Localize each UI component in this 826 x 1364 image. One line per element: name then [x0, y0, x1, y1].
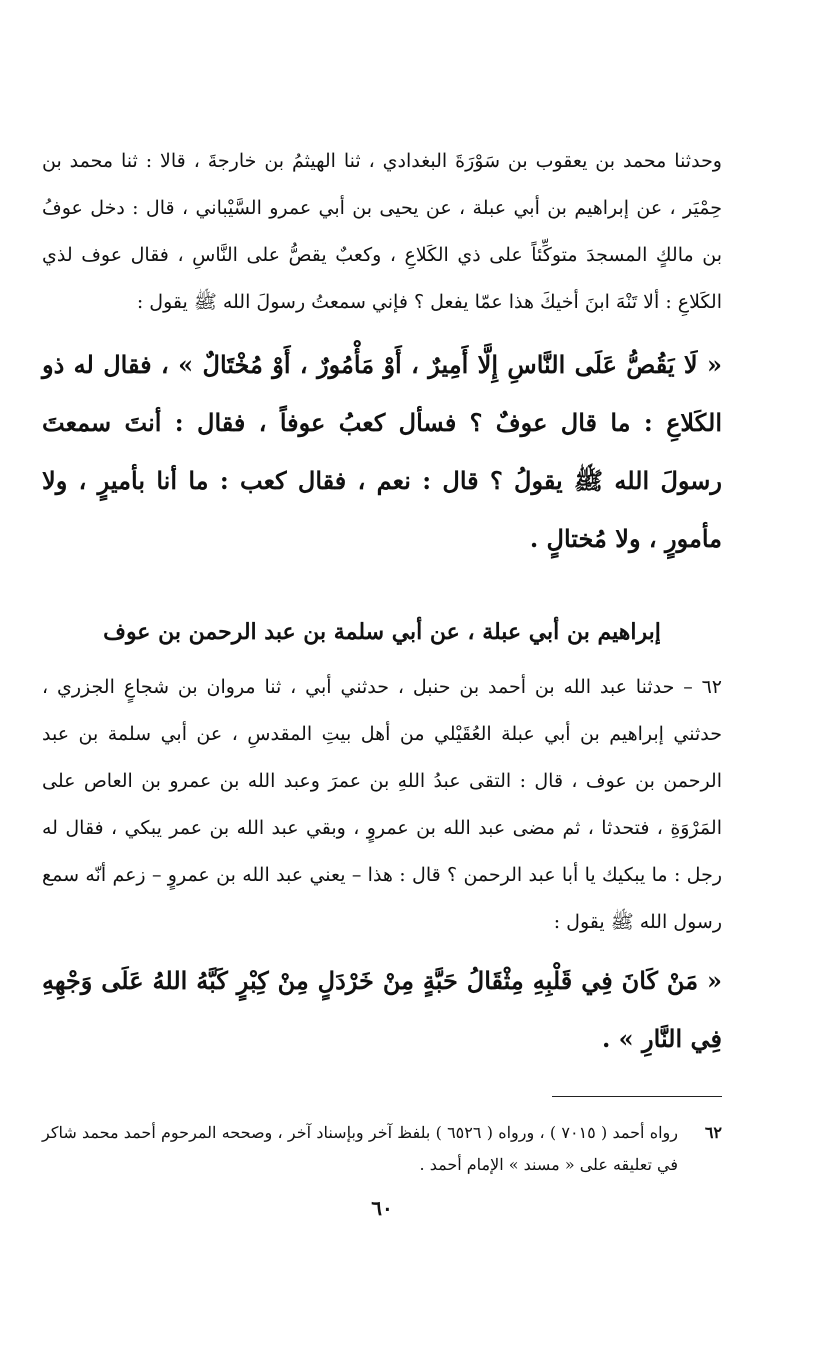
- hadith-text-2: « مَنْ كَانَ فِي قَلْبِهِ مِثْقَالُ حَبَّةٍ مِنْ خَرْدَلٍ مِنْ كِبْرٍ كَبَّهُ اللهُ عَلَى وَجْهِهِ فِي النَّارِ » .: [42, 966, 722, 1053]
- hadith-text-1: « لَا يَقُصُّ عَلَى النَّاسِ إِلَّا أَمِيرٌ ، أَوْ مَأْمُورٌ ، أَوْ مُخْتَالٌ » ، فقال له ذو الكَلاعِ : ما قال عوفٌ ؟ فسأل كعبُ عوفاً ، فقال : أنتَ سمعتَ رسولَ الله ﷺ يقولُ ؟ قال : نعم ، فقال كعب : ما أنا بأميرٍ ، ولا مأمورٍ ، ولا مُختالٍ .: [42, 350, 722, 553]
- narration-paragraph-1: وحدثنا محمد بن يعقوب بن سَوْرَةَ البغدادي ، ثنا الهيثمُ بن خارجةَ ، قالا : ثنا محمد بن حِمْيَر ، عن إبراهيم بن أبي عبلة ، عن يحيى بن أبي عمرو السَّيْباني ، قال : دخل عوفُ بن مالكٍ المسجدَ متوكِّئاً على ذي الكَلاعِ ، وكعبٌ يقصُّ على النَّاسِ ، فقال عوف لذي الكَلاعِ : ألا تَنْهَ ابنَ أخيكَ هذا عمّا يفعل ؟ فإني سمعتُ رسولَ الله ﷺ يقول :: [42, 150, 722, 313]
- footnote-number: ٦٢: [704, 1123, 722, 1142]
- section-heading: إبراهيم بن أبي عبلة ، عن أبي سلمة بن عبد الرحمن بن عوف: [103, 619, 661, 645]
- page-number: ٦٠: [371, 1196, 393, 1220]
- footnote: [42, 1117, 722, 1181]
- narration-paragraph-2: ٦٢ – حدثنا عبد الله بن أحمد بن حنبل ، حدثني أبي ، ثنا مروان بن شجاعٍ الجزري ، حدثني إبراهيم بن أبي عبلة العُقَيْلي من أهل بيتِ المقدسِ ، عن أبي سلمة بن عبد الرحمن بن عوف ، قال : التقى عبدُ اللهِ بن عمرَ وعبد الله بن عمرو بن العاص على المَرْوَةِ ، فتحدثا ، ثم مضى عبد الله بن عمروٍ ، وبقي عبد الله بن عمر يبكي ، فقال له رجل : ما يبكيك يا أبا عبد الرحمن ؟ قال : هذا – يعني عبد الله بن عمروٍ – زعم أنّه سمع رسول الله ﷺ يقول :: [42, 676, 722, 933]
- footnote-text: رواه أحمد ( ٧٠١٥ ) ، ورواه ( ٦٥٢٦ ) بلفظ آخر وبإسناد آخر ، وصححه المرحوم أحمد محمد شاكر في تعليقه على « مسند » الإمام أحمد .: [42, 1123, 679, 1174]
- footnote-divider: [552, 1096, 722, 1097]
- book-page: [42, 138, 722, 1318]
